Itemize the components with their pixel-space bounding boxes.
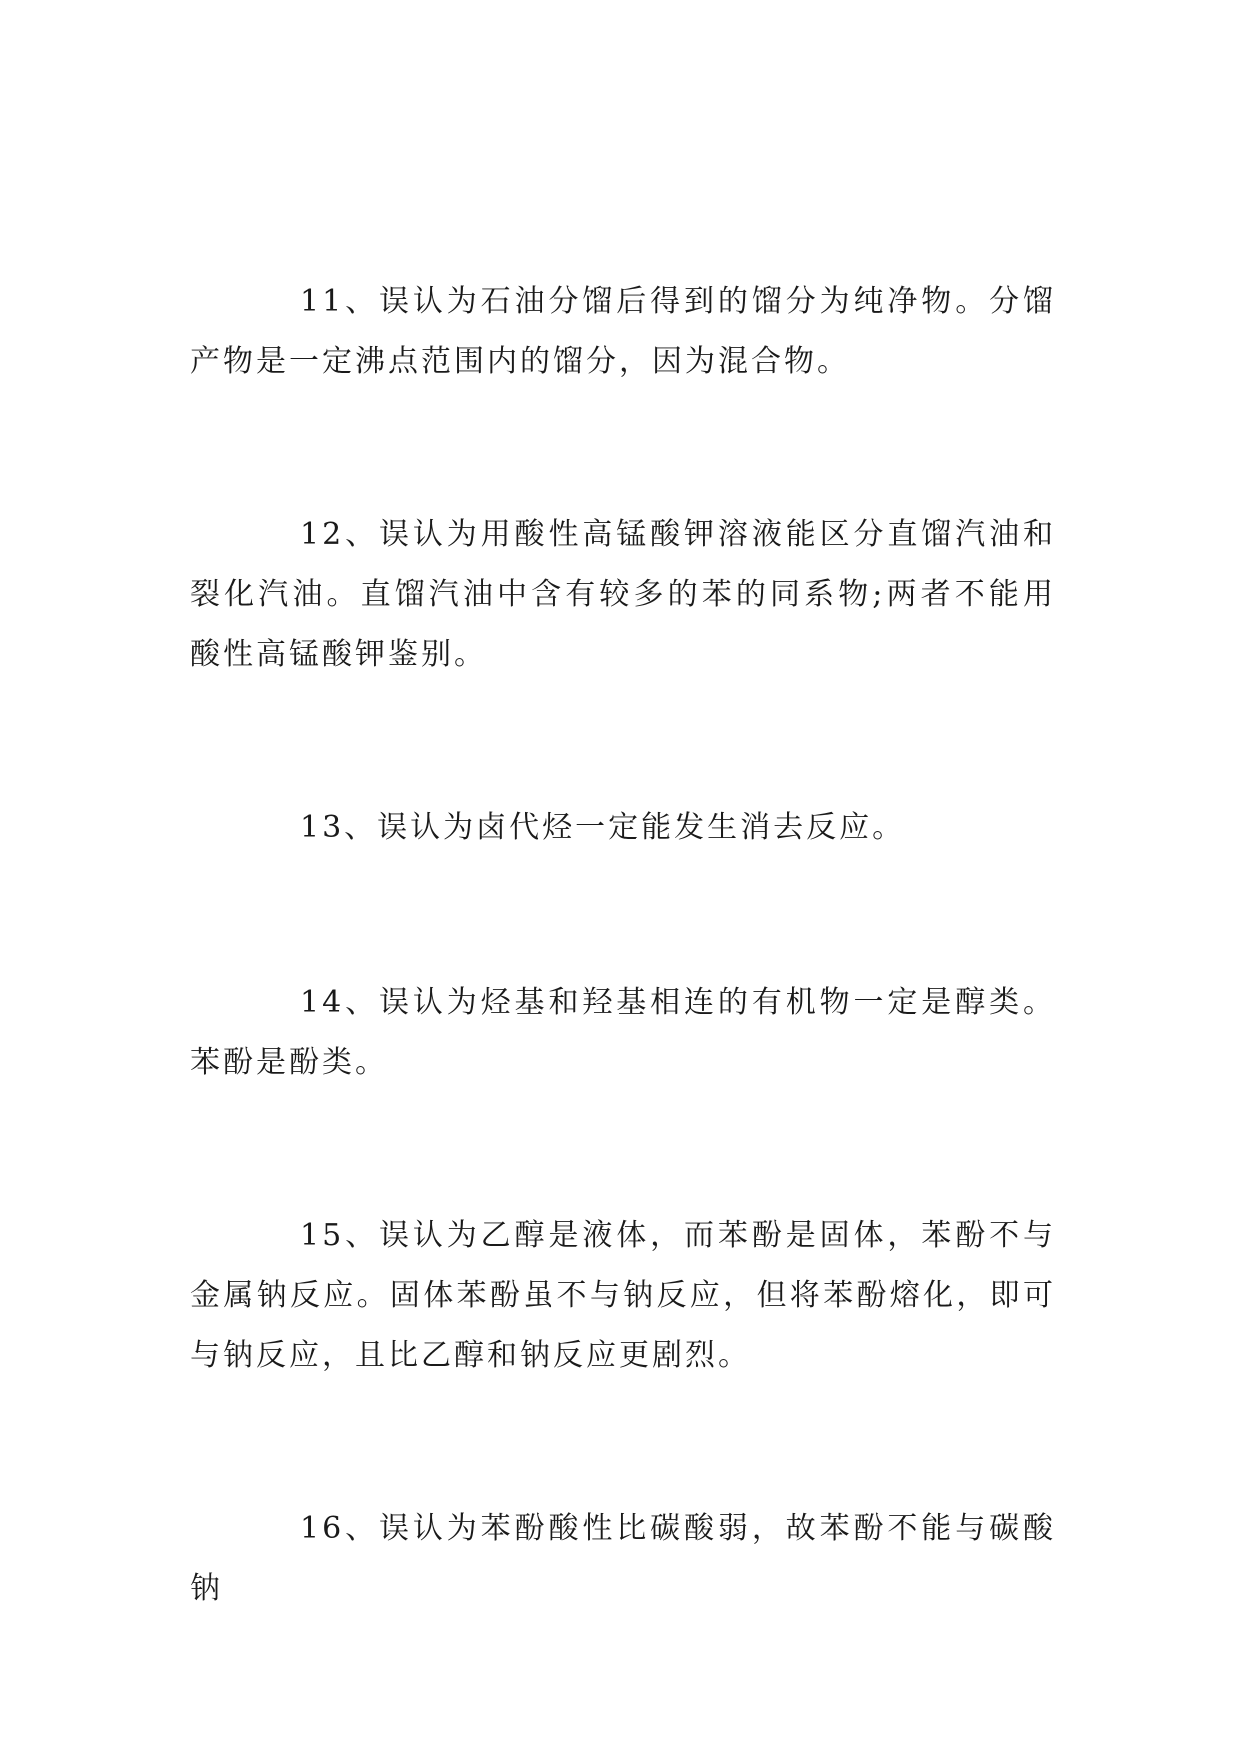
paragraph-14: 14、误认为烃基和羟基相连的有机物一定是醇类。苯酚是酚类。 [190, 985, 1056, 1080]
paragraph-11: 11、误认为石油分馏后得到的馏分为纯净物。分馏产物是一定沸点范围内的馏分，因为混合物。 [190, 284, 1056, 379]
paragraph-13: 13、误认为卤代烃一定能发生消去反应。 [300, 810, 906, 845]
paragraph-12: 12、误认为用酸性高锰酸钾溶液能区分直馏汽油和裂化汽油。直馏汽油中含有较多的苯的同系物;两者不能用酸性高锰酸钾鉴别。 [190, 517, 1056, 672]
paragraph-16: 16、误认为苯酚酸性比碳酸弱，故苯酚不能与碳酸钠 [190, 1511, 1056, 1606]
paragraph-15: 15、误认为乙醇是液体，而苯酚是固体，苯酚不与金属钠反应。固体苯酚虽不与钠反应，但将苯酚熔化，即可与钠反应，且比乙醇和钠反应更剧烈。 [190, 1218, 1056, 1373]
